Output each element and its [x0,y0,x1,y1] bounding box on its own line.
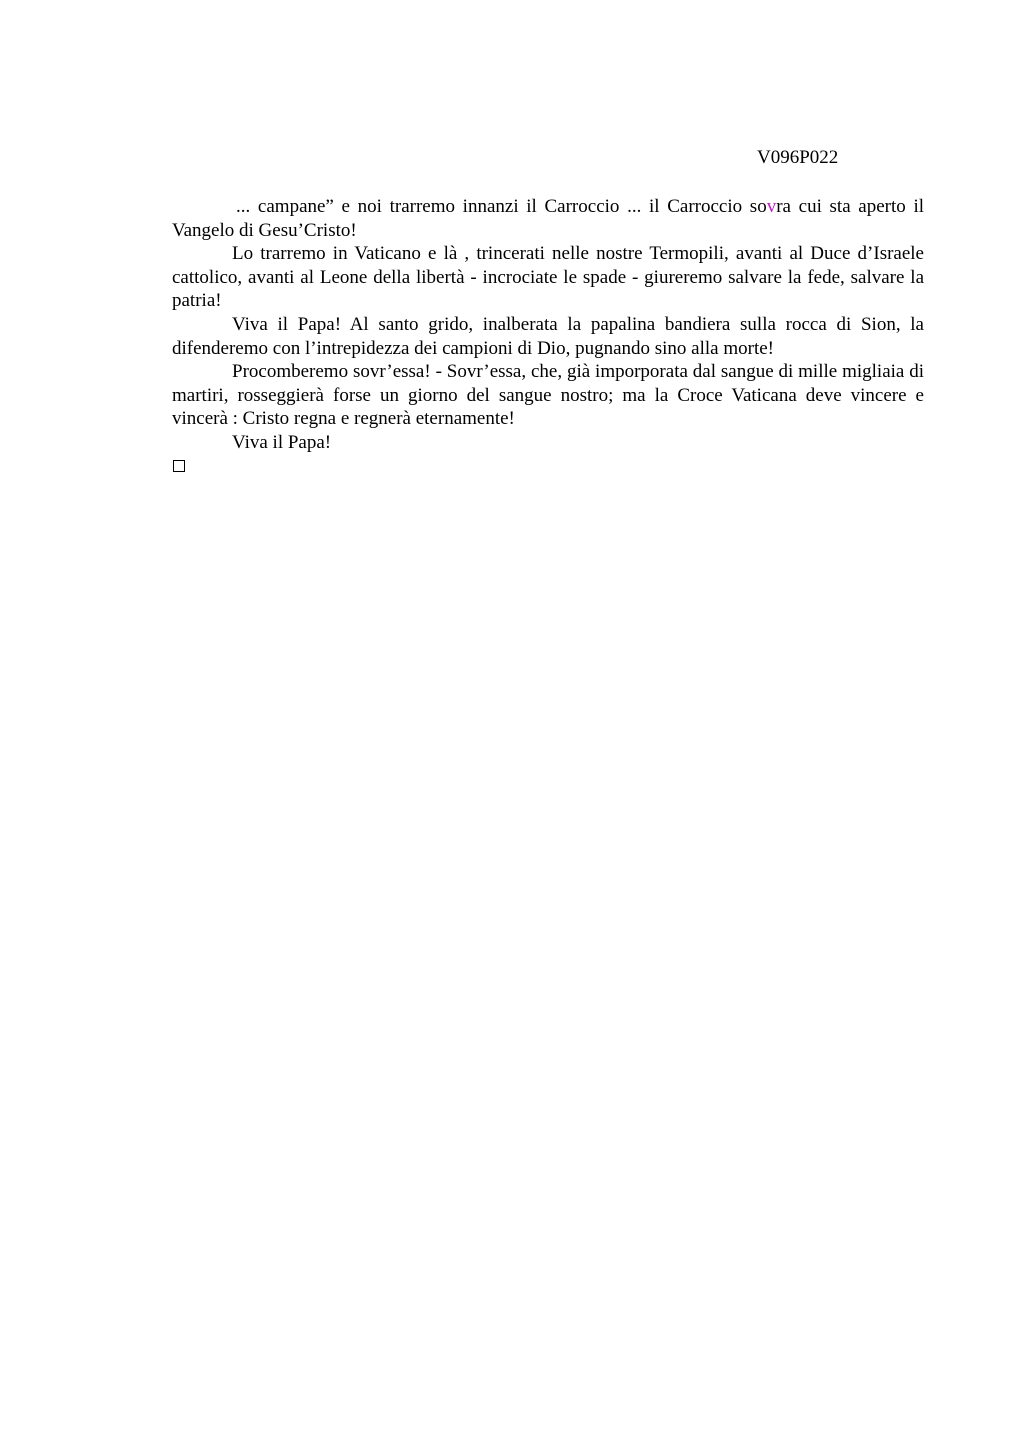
paragraph-text: ra cui sta aperto il Vangelo di Gesu’Cristo! [172,196,924,241]
page-id: V096P022 [757,147,839,168]
highlighted-letter: v [766,196,777,217]
paragraph [172,195,924,242]
paragraph: Viva il Papa! [232,431,332,453]
paragraph: Procomberemo sovr’essa! - Sovr’essa, che, già imporporata dal sangue di mille migliaia di martiri, rosseggierà forse un giorno del sangue nostro; ma la Croce Vaticana deve vincere e vincerà : Cristo regna e regnerà eternamente! [172,361,924,430]
text-block [172,195,924,455]
paragraph-text: ... campane” e noi trarremo innanzi il Carroccio ... il Carroccio so [236,196,767,217]
paragraph: Viva il Papa! Al santo grido, inalberata la papalina bandiera sulla rocca di Sion, la difenderemo con l’intrepidezza dei campioni di Dio, pugnando sino alla morte! [172,313,924,359]
square-outline-icon [173,460,185,472]
paragraph: Lo trarremo in Vaticano e là , trincerati nelle nostre Termopili, avanti al Duce d’Israele cattolico, avanti al Leone della libertà - incrociate le spade - giureremo salvare la fede, salvare la patria! [172,243,924,312]
